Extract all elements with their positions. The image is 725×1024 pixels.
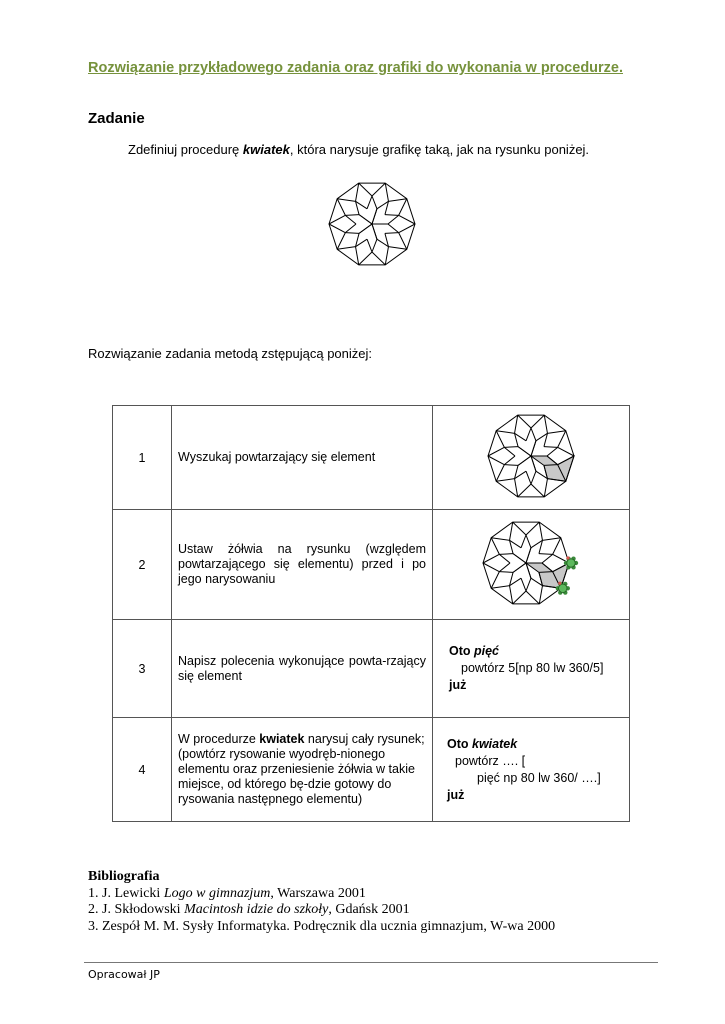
flower-line [518,456,531,465]
flower-line [547,431,565,434]
flower-line [518,447,531,456]
flower-line [531,415,544,428]
flower-with-turtles [481,515,581,611]
table-row [113,718,630,822]
flower-line [345,233,359,234]
flower-line [542,538,560,541]
flower-line [510,522,513,540]
flower-line [496,479,514,482]
flower-line [345,215,359,216]
step-number: 4 [113,718,172,822]
flower-line [513,554,526,563]
bibliography [88,869,555,935]
flower-line [504,456,515,465]
footer-divider [84,962,658,963]
flower-line [526,548,531,563]
flower-line [496,465,504,482]
flower-line [372,196,377,209]
step-description: W procedurze kwiatek narysuj cały rysunek; (powtórz rysowanie wyodręb-nionego elementu oraz przeniesienie żółwia w takie miejsce, od którego bę-dzie gotowy do rysowania następnego elementu) [172,718,433,822]
flower-line [337,233,345,250]
flower-line [499,563,510,572]
flower-line [367,239,372,252]
flower-line [359,183,372,196]
flower-line [337,199,345,216]
flower-line [547,447,558,456]
steps-table [112,405,630,822]
flower-line [388,199,406,202]
flower-line [337,247,355,250]
flower-line [499,554,510,563]
flower-line [526,428,531,441]
task-keyword: kwiatek [242,142,290,157]
flower-line [539,586,542,604]
flower-line [558,431,566,448]
flower-line [504,447,515,456]
flower-line [359,215,372,224]
flower-line [544,447,558,448]
flower-line [372,224,377,239]
flower-line [337,199,355,202]
flower-line [521,578,526,591]
flower-line [399,233,407,250]
step-number: 3 [113,620,172,718]
step-description: Napisz polecenia wykonujące powta-rzający się element [172,620,433,718]
flower-line [513,522,526,535]
flower-line [496,431,514,434]
task-text: Zdefiniuj procedurę kwiatek, która narysuje grafikę taką, jak na rysunku poniżej. [128,142,590,157]
page-heading: Rozwiązanie przykładowego zadania oraz grafiki do wykonania w procedurze. [88,60,624,76]
code-block: Oto pięć powtórz 5[np 80 lw 360/5] już [449,644,604,692]
flower-line [356,183,359,201]
flower-line [388,247,406,250]
flower-line [499,572,513,573]
flower-line [491,572,499,589]
flower-line [513,591,526,604]
flower-line [372,209,377,224]
flower-line [491,586,509,589]
flower-line [359,252,372,265]
flower-line [356,247,359,265]
flower-line [510,586,513,604]
flower-line [518,484,531,497]
flower-line [491,538,509,541]
flower-line [367,196,372,209]
step-number: 1 [113,406,172,510]
flower-line [359,224,372,233]
flower-line [385,215,399,216]
flower-line [504,465,518,466]
flower-line [385,183,388,201]
step-description: Ustaw żółwia na rysunku (względem powtarzającego się elementu) przed i po jego narysowaniu [172,510,433,620]
flower-figure [327,176,417,272]
flower-highlighted-element [486,408,576,504]
table-row [113,620,630,718]
flower-line [499,554,513,555]
flower-line [542,554,553,563]
flower-line [521,535,526,548]
flower-line [372,183,385,196]
flower-line [531,471,536,484]
flower-line [526,535,531,548]
flower-line [388,224,399,233]
flower-line [399,199,407,216]
flower-line [496,431,504,448]
footer-text: Opracował JP [88,968,160,981]
code-block: Oto kwiatek powtórz …. [ pięć np 80 lw 360/ ….] już [447,736,601,802]
table-row [113,510,630,620]
step-number: 2 [113,510,172,620]
flower-line [553,538,561,555]
flower-line [515,415,518,433]
flower-line [526,522,539,535]
flower-line [515,479,518,497]
flower-line [388,215,399,224]
flower-line [526,578,531,591]
bibliography-title: Bibliografia [88,869,160,884]
flower-line [345,224,356,233]
flower-line [385,233,399,234]
step-description: Wyszukaj powtarzający się element [172,406,433,510]
bibliography-item: 1. J. Lewicki Logo w gimnazjum, Warszawa 2001 [88,885,366,901]
flower-line [491,538,499,555]
section-title: Zadanie [88,110,145,127]
flower-line [544,415,547,433]
flower-line [504,447,518,448]
flower-line [526,591,539,604]
flower-line [518,415,531,428]
flower-line [539,554,553,555]
code-cell [433,718,630,822]
flower-line [539,522,542,540]
flower-line [372,239,377,252]
bibliography-item: 2. J. Skłodowski Macintosh idzie do szkoły, Gdańsk 2001 [88,902,410,917]
code-cell [433,620,630,718]
bibliography-item: 3. Zespół M. M. Sysły Informatyka. Podręcznik dla ucznia gimnazjum, W-wa 2000 [88,918,556,934]
table-row [113,406,630,510]
flower-line [513,563,526,572]
flower-line [544,479,547,497]
flower-line [345,215,356,224]
flower-line [526,471,531,484]
flower-line [385,247,388,265]
method-intro: Rozwiązanie zadania metodą zstępującą poniżej: [88,346,373,361]
flower-line [531,484,544,497]
flower-line [372,252,385,265]
flower-line [531,441,536,456]
flower-line [531,428,536,441]
